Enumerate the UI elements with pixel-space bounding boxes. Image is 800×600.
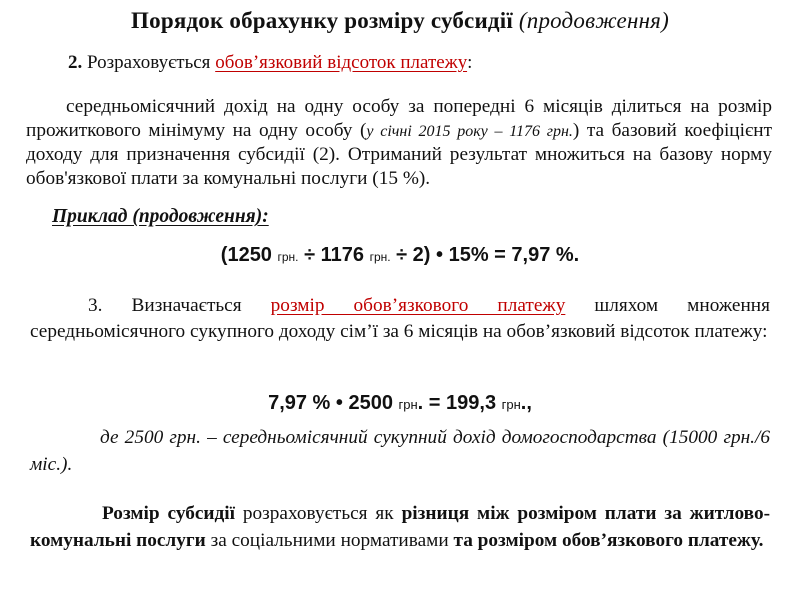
para1-text-b: ) та базовий коефіцієнт доходу для призначення субсидії (2). Отриманий результат множиться на базову норму обов'язкової плати за комунальні послуги (15 %). bbox=[26, 119, 772, 189]
formula1-unit2: грн. bbox=[369, 250, 391, 264]
income-note bbox=[30, 424, 770, 478]
formula2-a: 7,97 % • 2500 bbox=[268, 392, 399, 414]
example-label: Приклад (продовження): bbox=[52, 206, 269, 227]
step-3-paragraph bbox=[30, 293, 770, 345]
step-2-heading bbox=[68, 52, 472, 74]
formula2-unit1: грн bbox=[398, 397, 418, 412]
step-3-highlight: розмір обов’язкового платежу bbox=[270, 295, 566, 316]
formula2-b: . = 199,3 bbox=[417, 392, 502, 414]
formula1-unit1: грн. bbox=[277, 250, 299, 264]
final-text-1: розраховується як bbox=[235, 503, 402, 524]
step-3-text-b: шляхом множення середньомісячного сукупного доходу сім’ї за 6 місяців на обов’язковий відсоток платежу: bbox=[30, 295, 770, 342]
formula2-c: ., bbox=[520, 392, 532, 414]
formula1-b: ÷ 1176 bbox=[298, 244, 370, 266]
page-title bbox=[0, 8, 800, 34]
formula2-unit2: грн bbox=[501, 397, 521, 412]
step-3-number: 3 bbox=[88, 295, 98, 316]
final-bold-2: різниця між розміром плати за житлово-комунальні послуги bbox=[30, 503, 771, 551]
step-3-text-a: . Визначається bbox=[97, 295, 271, 316]
final-bold-1: Розмір субсидії bbox=[102, 503, 235, 524]
title-continuation: (продовження) bbox=[518, 8, 669, 33]
subsidy-conclusion bbox=[30, 500, 770, 554]
para1-text-a: середньомісячний дохід на одну особу за попередні 6 місяців ділиться на розмір прожиткового мінімуму на одну особу ( bbox=[26, 96, 772, 141]
note-text: де 2500 грн. – середньомісячний сукупний дохід домогосподарства (15000 грн./6 міс.). bbox=[30, 427, 770, 475]
para1-italic: у січні 2015 року – 1176 грн. bbox=[366, 122, 573, 140]
formula1-a: (1250 bbox=[220, 244, 278, 266]
formula-payment bbox=[0, 392, 800, 415]
step-2-highlight: обов’язковий відсоток платежу bbox=[215, 52, 468, 73]
formula1-c: ÷ 2) • 15% = 7,97 %. bbox=[390, 244, 580, 266]
step-2-paragraph bbox=[26, 95, 772, 190]
step-2-text: Розраховується bbox=[87, 52, 216, 73]
step-2-colon: : bbox=[467, 52, 473, 73]
final-bold-3: та розміром обов’язкового платежу. bbox=[453, 530, 764, 551]
title-main: Порядок обрахунку розміру субсидії bbox=[131, 8, 513, 33]
formula-percent bbox=[0, 244, 800, 267]
final-text-2: за соціальними нормативами bbox=[205, 530, 454, 551]
step-2-number: 2. bbox=[68, 52, 83, 73]
